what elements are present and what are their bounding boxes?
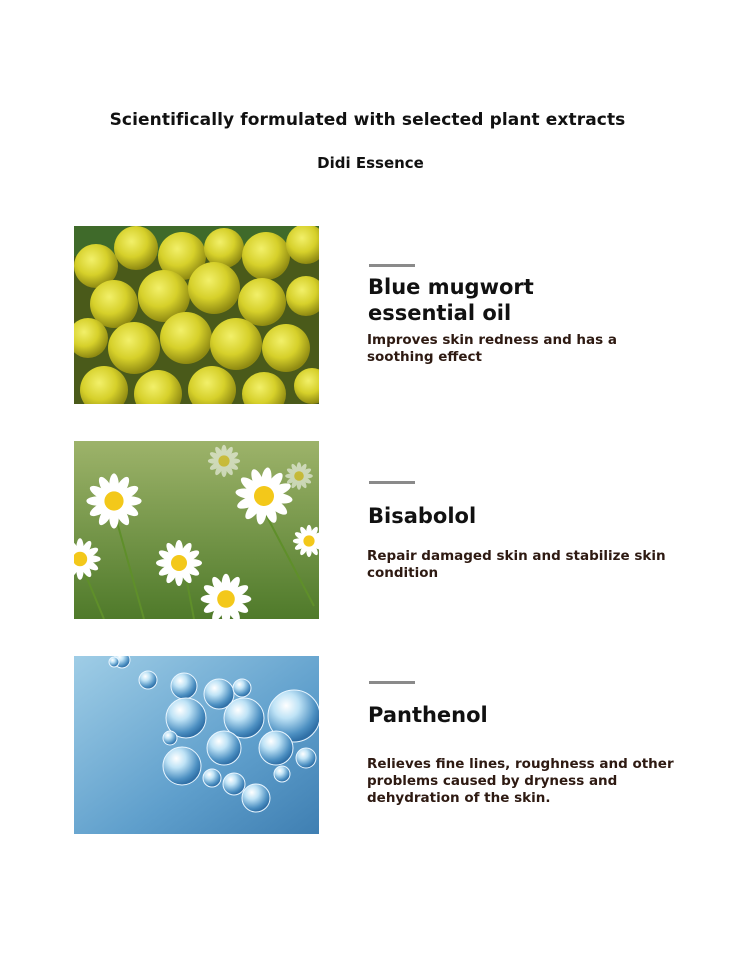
ingredient-description (367, 332, 617, 366)
ingredient-row-blue-mugwort (0, 226, 750, 406)
description-line: Repair damaged skin and stabilize skin (367, 548, 666, 564)
ingredient-name-line: Panthenol (368, 703, 488, 727)
section-rule (369, 681, 415, 684)
ingredient-row-panthenol (0, 656, 750, 836)
ingredient-name (368, 274, 534, 326)
ingredient-name-line: essential oil (368, 301, 512, 325)
chamomile-daisies-photo (74, 441, 319, 619)
ingredient-name (368, 503, 476, 529)
section-rule (369, 264, 415, 267)
section-rule (369, 481, 415, 484)
description-line: dehydration of the skin. (367, 790, 551, 806)
description-line: Improves skin redness and has a (367, 332, 617, 348)
description-line: Relieves fine lines, roughness and other (367, 756, 674, 772)
ingredient-name-line: Blue mugwort (368, 275, 534, 299)
yellow-tansy-flowers-photo (74, 226, 319, 404)
description-line: soothing effect (367, 349, 482, 365)
ingredient-description (367, 548, 666, 582)
description-line: problems caused by dryness and (367, 773, 618, 789)
ingredient-name (368, 702, 488, 728)
water-bubbles-photo (74, 656, 319, 834)
page-subheadline: Didi Essence (317, 154, 424, 172)
ingredient-description (367, 756, 674, 807)
page-headline: Scientifically formulated with selected plant extracts (109, 110, 626, 130)
ingredient-name-line: Bisabolol (368, 504, 477, 528)
description-line: condition (367, 565, 439, 581)
ingredient-row-bisabolol (0, 441, 750, 621)
